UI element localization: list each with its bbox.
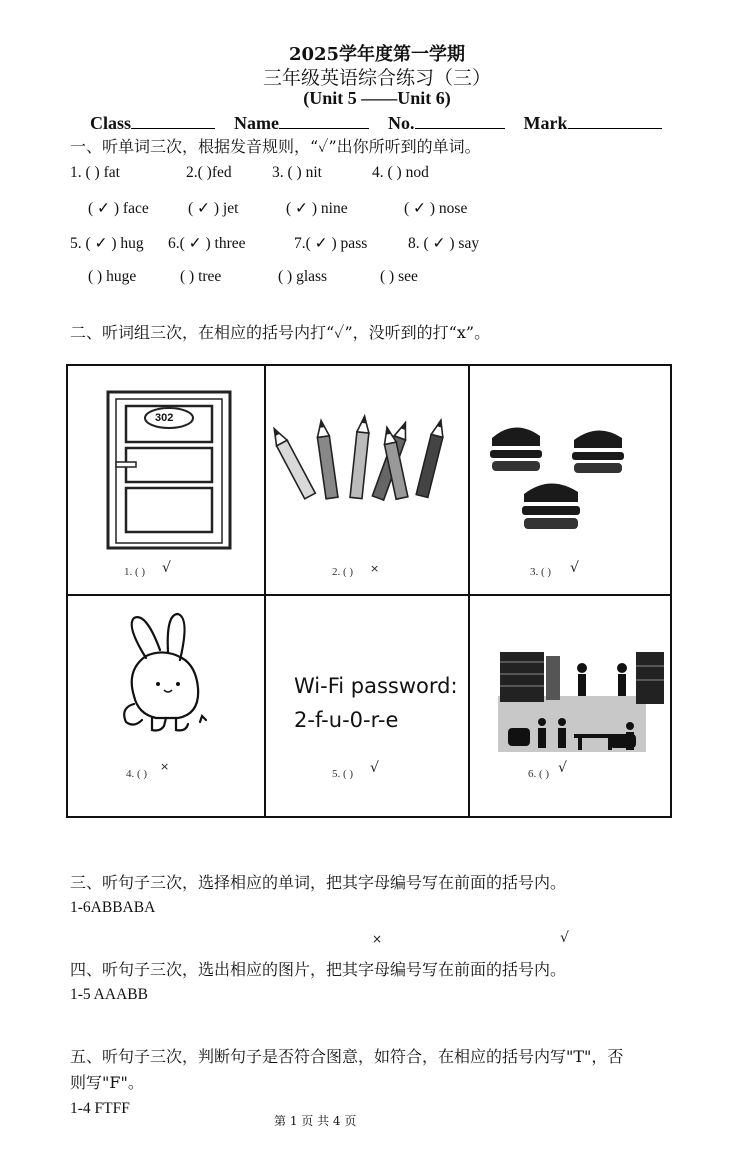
answer-mark: √: [570, 560, 579, 576]
section4-answer: 1-5 AAABB: [70, 986, 148, 1003]
s1-item: ( ✓ ) jet: [188, 200, 239, 217]
picture-cell-library: [468, 594, 672, 818]
exam-subtitle: 三年级英语综合练习（三）: [262, 67, 491, 89]
s1-item: 5. ( ✓ ) hug: [70, 235, 144, 252]
s1-item: 3. ( ) nit: [272, 164, 322, 181]
page-footer: 第 1 页 共 4 页: [274, 1114, 357, 1128]
s1-item: 6.( ✓ ) three: [168, 235, 246, 252]
pencils-icon: [266, 366, 472, 598]
wifi-password: 2-f-u-0-r-e: [294, 708, 399, 732]
picture-caption: 2. ( ): [332, 566, 354, 578]
mark-label: Mark: [523, 113, 568, 133]
s1-item: 1. ( ) fat: [70, 164, 120, 181]
s1-item: ( ✓ ) nine: [286, 200, 348, 217]
picture-cell-pencils: [264, 364, 470, 596]
library-icon: [470, 596, 674, 820]
answer-mark: √: [162, 560, 171, 576]
door-number: 302: [155, 412, 174, 424]
s1-item: ( ✓ ) face: [88, 200, 149, 217]
section4-heading: 四、听句子三次，选出相应的图片，把其字母编号写在前面的括号内。: [70, 960, 567, 979]
s1-item: ( ) huge: [88, 268, 137, 285]
picture-caption: 1. ( ): [124, 566, 146, 578]
answer-mark: √: [558, 760, 567, 776]
s1-item: 2.( )fed: [186, 164, 232, 181]
section1-heading: 一、听单词三次，根据发音规则，“✓”出你所听到的单词。: [70, 137, 481, 156]
picture-cell-wifi: [264, 594, 470, 818]
answer-mark: √: [370, 760, 379, 776]
picture-caption: 6. ( ): [528, 768, 550, 780]
wifi-label: Wi-Fi password:: [294, 674, 458, 698]
picture-cell-hamburgers: [468, 364, 672, 596]
section5-answer: 1-4 FTFF: [70, 1100, 130, 1117]
student-info-line: [90, 110, 662, 134]
answer-mark: ×: [160, 760, 170, 773]
number-label: No.: [388, 113, 415, 133]
exam-unit: (Unit 5 ——Unit 6): [303, 88, 451, 108]
stray-mark: √: [560, 930, 569, 946]
name-label: Name: [234, 113, 279, 133]
s1-item: ( ✓ ) nose: [404, 200, 468, 217]
picture-grid: [66, 364, 672, 818]
section5-heading-line2: 则写"F"。: [70, 1073, 144, 1092]
picture-caption: 5. ( ): [332, 768, 354, 780]
picture-cell-door: [66, 364, 266, 596]
s1-item: 7.( ✓ ) pass: [294, 235, 368, 252]
exam-title: 2025学年度第一学期: [288, 44, 466, 65]
picture-cell-rabbit: [66, 594, 266, 818]
answer-mark: ×: [370, 562, 380, 575]
section3-answer: 1-6ABBABA: [70, 899, 156, 916]
section2-heading: 二、听词组三次，在相应的括号内打“✓”，没听到的打“x”。: [70, 323, 491, 342]
picture-caption: 4. ( ): [126, 768, 148, 780]
s1-item: 8. ( ✓ ) say: [408, 235, 480, 252]
class-label: Class: [90, 113, 132, 133]
section5-heading-line1: 五、听句子三次，判断句子是否符合图意，如符合，在相应的括号内写"T"，否: [70, 1047, 624, 1066]
mark-blank[interactable]: [568, 110, 662, 129]
s1-item: ( ) tree: [180, 268, 222, 285]
section3-heading: 三、听句子三次，选择相应的单词，把其字母编号写在前面的括号内。: [70, 873, 567, 892]
class-blank[interactable]: [131, 110, 215, 129]
rabbit-icon: [68, 596, 268, 820]
s1-item: 4. ( ) nod: [372, 164, 429, 181]
stray-mark: ×: [372, 932, 383, 946]
s1-item: ( ) see: [380, 268, 418, 285]
s1-item: ( ) glass: [278, 268, 328, 285]
name-blank[interactable]: [279, 110, 369, 129]
number-blank[interactable]: [415, 110, 505, 129]
picture-caption: 3. ( ): [530, 566, 552, 578]
